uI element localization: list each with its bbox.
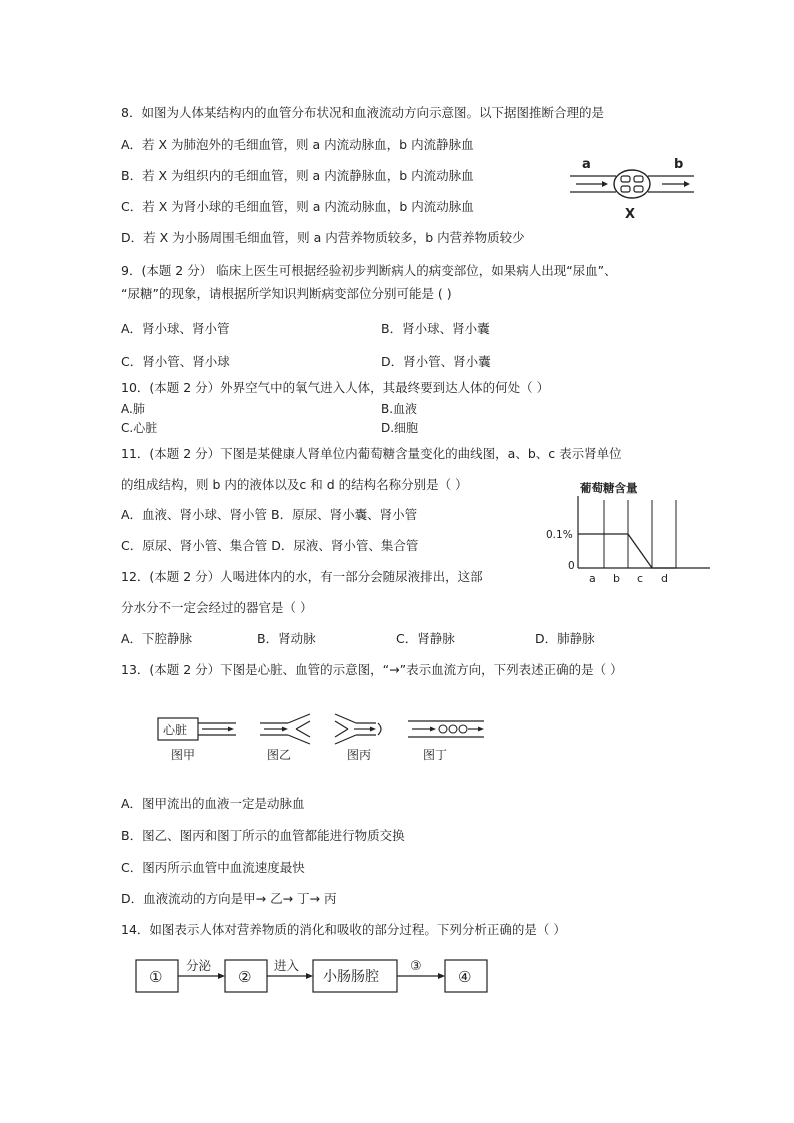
q12-option-d: D．肺静脉 [535, 631, 595, 646]
q14-flow-figure [130, 952, 500, 1000]
q8-option-a: A．若 X 为肺泡外的毛细血管，则 a 内流动脉血，b 内流静脉血 [121, 137, 474, 152]
q13-option-b: B．图乙、图丙和图丁所示的血管都能进行物质交换 [121, 828, 405, 843]
q12-option-b: B．肾动脉 [257, 631, 316, 646]
caption-yi: 图乙 [267, 748, 292, 762]
q13-option-c: C．图丙所示血管中血流速度最快 [121, 860, 305, 875]
box-3-label: 小肠肠腔 [323, 969, 379, 985]
q8-label-x: X [625, 207, 636, 222]
q8-capillary-figure [566, 152, 706, 222]
q11-options-cd: C．原尿、肾小管、集合管 D．尿液、肾小管、集合管 [121, 538, 419, 553]
q11-stem-line2: 的组成结构，则 b 内的液体以及c 和 d 的结构名称分别是（ ） [121, 477, 468, 492]
q8-option-c: C．若 X 为肾小球的毛细血管，则 a 内流动脉血，b 内流动脉血 [121, 199, 474, 214]
q8-label-a: a [582, 157, 591, 172]
q12-stem-line2: 分水分不一定会经过的器官是（ ） [121, 600, 313, 615]
q10-stem: 10．(本题 2 分）外界空气中的氧气进入人体，其最终要到达人体的何处（ ） [121, 380, 550, 395]
q8-option-d: D．若 X 为小肠周围毛细血管，则 a 内营养物质较多，b 内营养物质较少 [121, 230, 525, 245]
heart-label: 心脏 [163, 723, 188, 737]
x-tick-label: b [613, 572, 620, 585]
q12-option-c: C．肾静脉 [396, 631, 455, 646]
q9-stem-line2: “尿糖”的现象，请根据所学知识判断病变部位分别可能是 ( ) [121, 286, 452, 301]
q8-label-b: b [674, 157, 684, 172]
arrow-2-label: 进入 [274, 958, 300, 973]
y-tick-label: 0.1% [546, 529, 573, 541]
q13-vessel-figure [150, 708, 500, 768]
q9-option-d: D．肾小管、肾小囊 [381, 354, 491, 369]
arrow-3-label: ③ [410, 959, 422, 974]
arrow-1-label: 分泌 [186, 958, 212, 973]
y-tick-label: 0 [568, 560, 575, 572]
box-1-label: ① [149, 968, 163, 986]
q11-options-ab: A．血液、肾小球、肾小管 B．原尿、肾小囊、肾小管 [121, 507, 418, 522]
q10-option-b: B.血液 [381, 402, 418, 416]
q13-option-d: D．血液流动的方向是甲→ 乙→ 丁→ 丙 [121, 891, 337, 906]
q10-option-c: C.心脏 [121, 421, 158, 435]
q14-stem: 14．如图表示人体对营养物质的消化和吸收的部分过程。下列分析正确的是（ ） [121, 922, 566, 937]
box-4-label: ④ [458, 968, 472, 986]
x-tick-label: a [589, 572, 596, 585]
q8-stem: 8．如图为人体某结构内的血管分布状况和血液流动方向示意图。以下据图推断合理的是 [121, 105, 604, 120]
q12-stem-line1: 12．(本题 2 分）人喝进体内的水，有一部分会随尿液排出，这部 [121, 569, 483, 584]
box-2-label: ② [238, 968, 252, 986]
q13-option-a: A．图甲流出的血液一定是动脉血 [121, 796, 305, 811]
q11-stem-line1: 11．(本题 2 分）下图是某健康人肾单位内葡萄糖含量变化的曲线图，a、b、c 表示肾单位 [121, 446, 622, 461]
q13-stem: 13．(本题 2 分）下图是心脏、血管的示意图，“→”表示血流方向，下列表述正确的是（ ） [121, 662, 623, 677]
q9-option-c: C．肾小管、肾小球 [121, 354, 230, 369]
q8-option-b: B．若 X 为组织内的毛细血管，则 a 内流静脉血，b 内流动脉血 [121, 168, 474, 183]
q9-stem-line1: 9．(本题 2 分） 临床上医生可根据经验初步判断病人的病变部位，如果病人出现“尿血”、 [121, 263, 617, 278]
q10-option-a: A.肺 [121, 402, 145, 416]
glucose-chart [540, 478, 715, 590]
q10-option-d: D.细胞 [381, 421, 419, 435]
x-tick-label: c [637, 572, 644, 585]
glucose-line [578, 534, 676, 568]
q9-option-a: A．肾小球、肾小管 [121, 321, 230, 336]
chart-title: 葡萄糖含量 [580, 481, 638, 495]
q9-option-b: B．肾小球、肾小囊 [381, 321, 490, 336]
caption-bing: 图丙 [347, 748, 372, 762]
caption-jia: 图甲 [171, 748, 196, 762]
x-tick-label: d [661, 572, 668, 585]
q12-option-a: A．下腔静脉 [121, 631, 193, 646]
caption-ding: 图丁 [423, 748, 448, 762]
